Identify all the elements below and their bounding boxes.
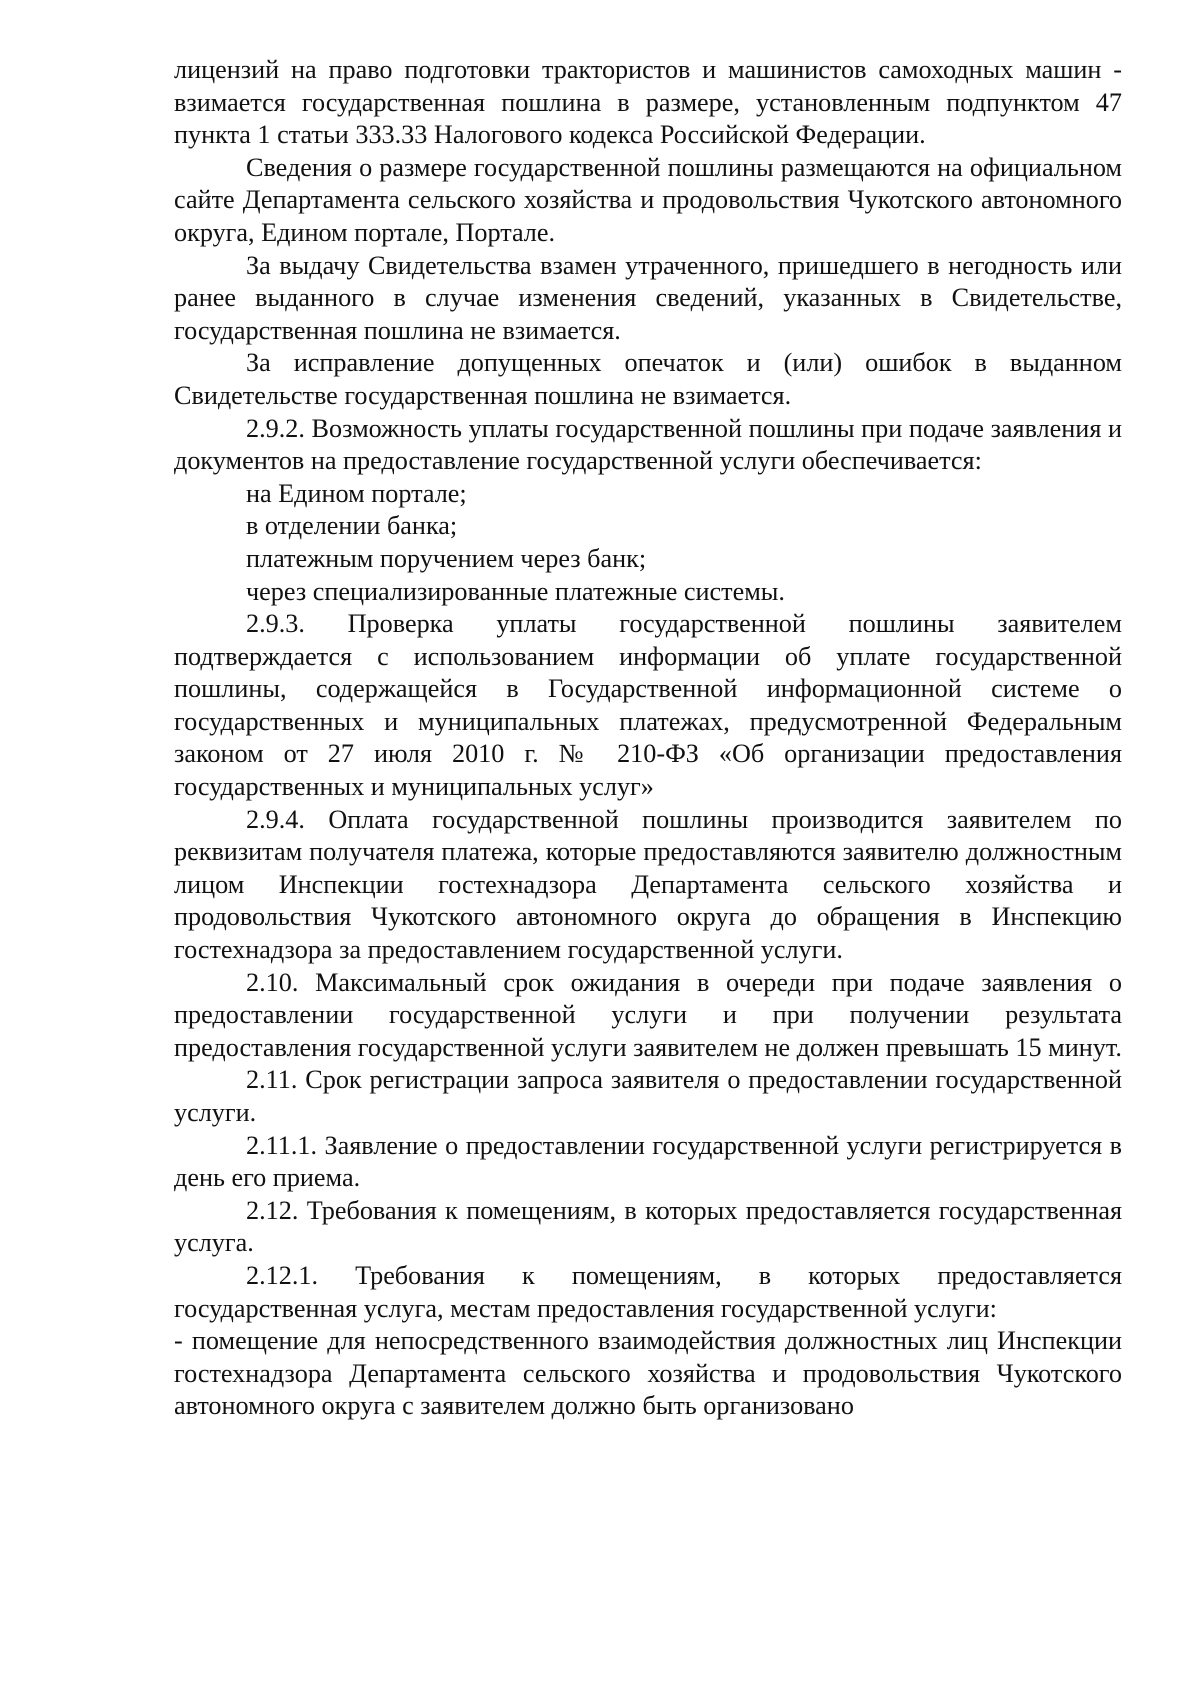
paragraph-2-12-1: 2.12.1. Требования к помещениям, в которых предоставляется государственная услуга, местам предоставления государственной услуги: — [174, 1260, 1122, 1323]
list-item-bank-branch: в отделении банка; — [246, 511, 458, 541]
list-item-payment-systems: через специализированные платежные системы. — [246, 576, 785, 606]
paragraph-2-10: 2.10. Максимальный срок ожидания в очереди при подаче заявления о предоставлении государственной услуги и при получении результата предоставления государственной услуги заявителем не должен превышать 15 минут. — [174, 967, 1122, 1062]
paragraph-2-11: 2.11. Срок регистрации запроса заявителя о предоставлении государственной услуги. — [174, 1065, 1122, 1127]
paragraph-2-9-3: 2.9.3. Проверка уплаты государственной пошлины заявителем подтверждается с использованием информации об уплате государственной пошлины, содержащейся в Государственной информационной системе о государственных и муниципальных платежах, предусмотренной Федеральным законом от 27 июля 2010 г. № 210-ФЗ «Об организации предоставления государственных и муниципальных услуг» — [174, 609, 1122, 802]
paragraph-typo-correction: За исправление допущенных опечаток и (или) ошибок в выданном Свидетельстве государственная пошлина не взимается. — [174, 348, 1122, 410]
paragraph-certificate-replacement: За выдачу Свидетельства взамен утраченного, пришедшего в негодность или ранее выданного в случае изменения сведений, указанных в Свидетельстве, государственная пошлина не взимается. — [174, 250, 1122, 345]
paragraph-2-9-2: 2.9.2. Возможность уплаты государственной пошлины при подаче заявления и документов на предоставление государственной услуги обеспечивается: — [174, 413, 1122, 476]
paragraph-premises-requirement: - помещение для непосредственного взаимодействия должностных лиц Инспекции гостехнадзора Департамента сельского хозяйства и продовольствия Чукотского автономного округа с заявителем должно быть организовано — [174, 1326, 1122, 1421]
paragraph-fee-license: лицензий на право подготовки трактористов и машинистов самоходных машин - взимается государственная пошлина в размере, установленным подпунктом 47 пункта 1 статьи 333.33 Налогового кодекса Российской Федерации. — [174, 55, 1122, 150]
paragraph-2-11-1: 2.11.1. Заявление о предоставлении государственной услуги регистрируется в день его приема. — [174, 1130, 1122, 1193]
list-item-single-portal: на Едином портале; — [246, 478, 467, 508]
list-item-payment-order: платежным поручением через банк; — [246, 543, 647, 573]
paragraph-2-12: 2.12. Требования к помещениям, в которых предоставляется государственная услуга. — [174, 1195, 1122, 1258]
document-page — [174, 54, 1122, 1423]
paragraph-fee-info: Сведения о размере государственной пошлины размещаются на официальном сайте Департамента сельского хозяйства и продовольствия Чукотского автономного округа, Едином портале, Портале. — [174, 152, 1122, 247]
paragraph-2-9-4: 2.9.4. Оплата государственной пошлины производится заявителем по реквизитам получателя платежа, которые предоставляются заявителю должностным лицом Инспекции гостехнадзора Департамента сельского хозяйства и продовольствия Чукотского автономного округа до обращения в Инспекцию гостехнадзора за предоставлением государственной услуги. — [174, 804, 1122, 965]
